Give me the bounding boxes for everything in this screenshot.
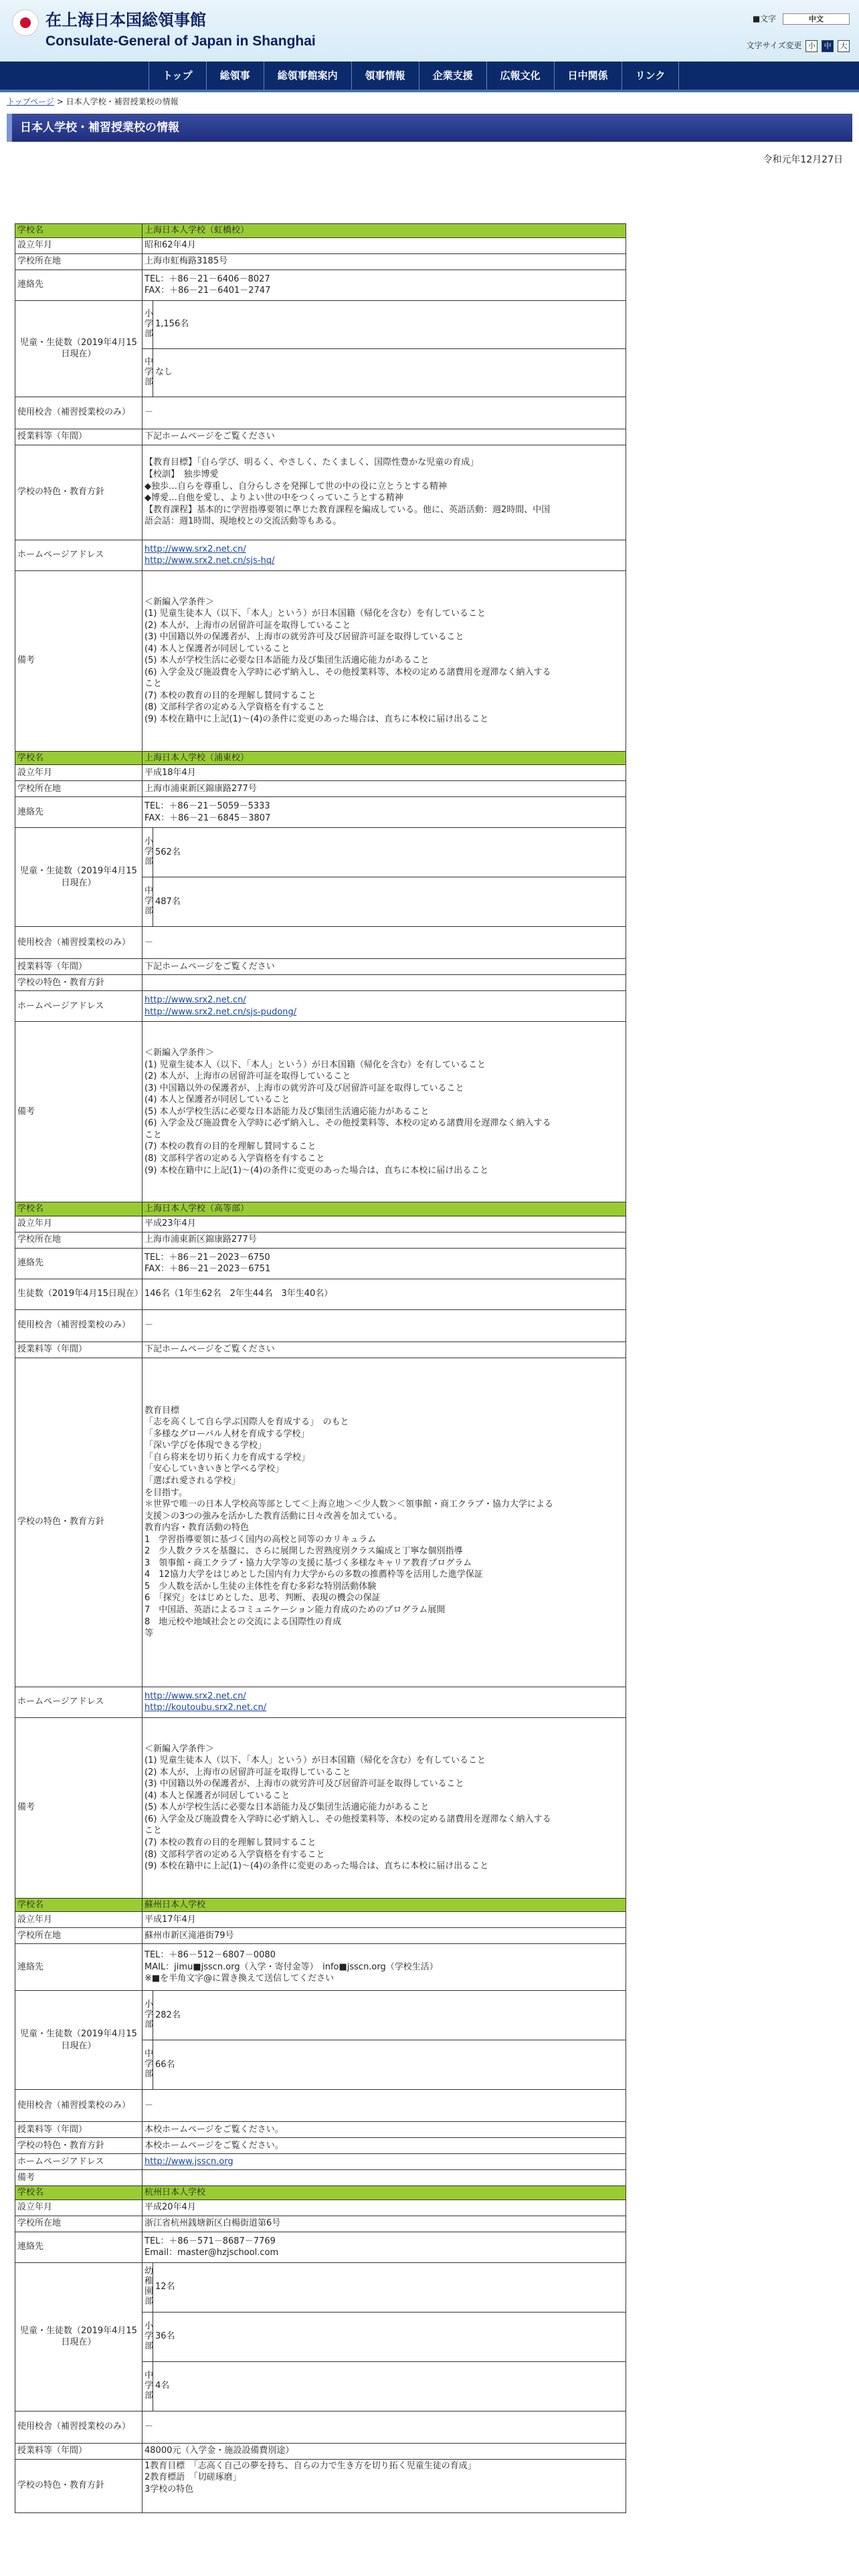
fees-value: 48000元（入学金・施設設備費別途） [142,2443,626,2459]
label-shared-building: 使用校舎（補習授業校のみ） [15,397,142,429]
student-count: 12名 [153,2262,626,2312]
student-count: 4名 [153,2361,626,2411]
label-address: 学校所在地 [15,1232,142,1248]
nav-top[interactable]: トップ [149,62,206,90]
site-title-en[interactable]: Consulate-General of Japan in Shanghai [45,33,316,49]
japan-flag-icon [12,9,39,36]
homepage-value [142,1687,626,1717]
level-label: 中学部 [142,877,153,927]
global-nav [0,62,859,92]
label-features: 学校の特色・教育方針 [15,2459,142,2512]
label-shared-building: 使用校舎（補習授業校のみ） [15,927,142,959]
contact-value: TEL：＋86－512－6807－0080 MAIL：jimu■jsscn.org（入学・寄付金等） info■jsscn.org（学校生活） ※■を半角文字@に置き換えて送信してください [142,1944,626,1991]
label-features: 学校の特色・教育方針 [15,1358,142,1687]
school-name: 杭州日本人学校 [142,2186,626,2200]
student-count: なし [153,348,626,397]
label-founded: 設立年月 [15,237,142,253]
label-features: 学校の特色・教育方針 [15,445,142,540]
label-contact: 連絡先 [15,797,142,828]
label-students: 児童・生徒数（2019年4月15日現在） [15,2262,142,2411]
remarks-value [142,2170,626,2186]
site-title-ja[interactable]: 在上海日本国総領事館 [45,10,206,29]
language-select[interactable]: 中文 [783,13,850,25]
label-fees: 授業料等（年間） [15,959,142,975]
label-homepage: ホームページアドレス [15,1687,142,1717]
remarks-value: ＜新編入学条件＞ (1) 児童生徒本人（以下、「本人」という）が日本国籍（帰化を含む）を有していること (2) 本人が、上海市の居留許可証を取得していること (3) 中国籍以外の保護者が、上海市の就労許可及び居留許可証を取得していること (4) 本人と保護者が同居していること (5) 本人が学校生活に必要な日本語能力及び集団生活適応能力があること (6) 入学金及び施設費を入学時に必ず納入し、その他授業料等、本校の定める諸費用を遅滞なく納入する こと (7) 本校の教育の目的を理解し賛同すること (8) 文部科学省の定める入学資格を有すること (9) 本校在籍中に上記(1)～(4)の条件に変更のあった場合は、直ちに本校に届け出ること [142,1022,626,1202]
school-name: 上海日本人学校（高等部） [142,1202,626,1216]
fees-value: 本校ホームページをご覧ください。 [142,2122,626,2138]
remarks-value: ＜新編入学条件＞ (1) 児童生徒本人（以下、「本人」という）が日本国籍（帰化を含む）を有していること (2) 本人が、上海市の居留許可証を取得していること (3) 中国籍以外の保護者が、上海市の就労許可及び居留許可証を取得していること (4) 本人と保護者が同居していること (5) 本人が学校生活に必要な日本語能力及び集団生活適応能力があること (6) 入学金及び施設費を入学時に必ず納入し、その他授業料等、本校の定める諸費用を遅滞なく納入する こと (7) 本校の教育の目的を理解し賛同すること (8) 文部科学省の定める入学資格を有すること (9) 本校在籍中に上記(1)～(4)の条件に変更のあった場合は、直ちに本校に届け出ること [142,570,626,751]
nav-consul-general[interactable]: 総領事 [206,62,264,90]
student-count: 487名 [153,877,626,927]
shared-value: － [142,397,626,429]
level-label: 小学部 [142,300,153,348]
label-school-name: 学校名 [15,751,142,765]
label-address: 学校所在地 [15,2216,142,2232]
label-remarks: 備考 [15,2170,142,2186]
shared-value: － [142,2411,626,2443]
homepage-link[interactable]: http://www.srx2.net.cn/ [145,1691,246,1701]
fees-value: 下記ホームページをご覧ください [142,1341,626,1358]
student-count: 562名 [153,828,626,877]
label-students: 児童・生徒数（2019年4月15日現在） [15,1991,142,2090]
founded-value: 昭和62年4月 [142,237,626,253]
school-info-table [15,223,626,2513]
label-address: 学校所在地 [15,1928,142,1944]
address-value: 上海市浦東新区錦康路277号 [142,781,626,797]
font-large-button[interactable]: 大 [838,40,850,52]
school-header-row [15,1202,626,1216]
nav-links[interactable]: リンク [622,62,680,90]
label-shared-building: 使用校舎（補習授業校のみ） [15,1309,142,1341]
label-homepage: ホームページアドレス [15,2154,142,2170]
label-remarks: 備考 [15,1022,142,1202]
label-features: 学校の特色・教育方針 [15,2138,142,2154]
features-value: 教育目標 「志を高くして自ら学ぶ国際人を育成する」 のもと 「多様なグローバル人材を育成する学校」 「深い学びを体現できる学校」 「自ら将来を切り拓く力を育成する学校」 「安心していきいきと学べる学校」 「選ばれ愛される学校」 を目指す。 ＊世界で唯一の日本人学校高等部として＜上海立地＞＜少人数＞＜領事館・商工クラブ・協力大学による 支援＞の3つの強みを活かした教育活動に日々改善を加えている。 教育内容・教育活動の特色 1 学習指導要領に基づく国内の高校と同等のカリキュラム 2 少人数クラスを基盤に、さらに展開した習熟度別クラス編成と丁寧な個別指導 3 領事館・商工クラブ・協力大学等の支援に基づく多様なキャリア教育プログラム 4 12協力大学をはじめとした国内有力大学からの多数の推薦枠等を活用した進学保証 5 少人数を活かし生徒の主体性を育む多彩な特別活動体験 6 「探究」をはじめとした、思考、判断、表現の機会の保証 7 中国語、英語によるコミュニケーション能力育成のためのプログラム展開 8 地元校や地域社会との交流による国際性の育成 等 [142,1358,626,1687]
label-address: 学校所在地 [15,253,142,270]
homepage-value [142,2154,626,2170]
level-label: 中学部 [142,2361,153,2411]
shared-value: － [142,1309,626,1341]
features-value: 【教育目標】「自ら学び、明るく、やさしく、たくましく、国際性豊かな児童の育成」 【校訓】 独歩博愛 ◆独歩…自らを尊重し、自分らしさを発揮して世の中の役に立とうとする精神 ◆博愛…自他を愛し、よりよい世の中をつくっていこうとする精神 【教育課程】基本的に学習指導要領に準じた教育課程を編成している。他に、英語活動：週2時間、中国 語会話：週1時間、現地校との交流活動等もある。 [142,445,626,540]
homepage-link[interactable]: http://www.srx2.net.cn/sjs-pudong/ [145,1006,297,1017]
label-school-name: 学校名 [15,1898,142,1912]
shared-value: － [142,2090,626,2122]
breadcrumb [0,92,859,110]
label-students: 児童・生徒数（2019年4月15日現在） [15,300,142,397]
font-mid-button[interactable]: 中 [822,40,834,52]
founded-value: 平成20年4月 [142,2199,626,2216]
language-label: ■文字 [752,14,777,23]
label-address: 学校所在地 [15,781,142,797]
student-count: 146名（1年生62名 2年生44名 3年生40名） [142,1279,626,1309]
label-fees: 授業料等（年間） [15,1341,142,1358]
school-header-row [15,224,626,238]
label-school-name: 学校名 [15,2186,142,2200]
founded-value: 平成18年4月 [142,765,626,781]
breadcrumb-current: 日本人学校・補習授業校の情報 [66,97,179,106]
label-remarks: 備考 [15,1717,142,1898]
label-students: 生徒数（2019年4月15日現在） [15,1279,142,1309]
school-header-row [15,751,626,765]
address-value: 蘇州市新区滝港街79号 [142,1928,626,1944]
label-founded: 設立年月 [15,1216,142,1232]
contact-value: TEL：＋86－21－5059－5333 FAX：＋86－21－6845－3807 [142,797,626,828]
features-value: 1教育目標 「志高く自己の夢を持ち、自らの力で生き方を切り拓く児童生徒の育成」 2教育標語 「切磋琢磨」 3学校の特色 [142,2459,626,2512]
founded-value: 平成17年4月 [142,1912,626,1928]
address-value: 上海市虹梅路3185号 [142,253,626,270]
school-name: 上海日本人学校（虹橋校） [142,224,626,238]
font-size-label: 文字サイズ変更 [746,41,802,50]
homepage-link[interactable]: http://www.srx2.net.cn/ [145,544,246,554]
label-contact: 連絡先 [15,270,142,300]
address-value: 上海市浦東新区錦康路277号 [142,1232,626,1248]
label-fees: 授業料等（年間） [15,429,142,445]
features-value [142,975,626,991]
nav-consular-info[interactable]: 領事情報 [351,62,419,90]
contact-value: TEL：＋86－571－8687－7769 Email：master@hzjschool.com [142,2232,626,2262]
student-count: 36名 [153,2312,626,2361]
school-name: 蘇州日本人学校 [142,1898,626,1912]
features-value: 本校ホームページをご覧ください。 [142,2138,626,2154]
shared-value: － [142,927,626,959]
header-tools [725,13,850,52]
label-school-name: 学校名 [15,1202,142,1216]
fees-value: 下記ホームページをご覧ください [142,429,626,445]
homepage-link[interactable]: http://koutoubu.srx2.net.cn/ [145,1703,267,1713]
school-header-row [15,1898,626,1912]
label-contact: 連絡先 [15,2232,142,2262]
label-homepage: ホームページアドレス [15,540,142,570]
level-label: 中学部 [142,348,153,397]
homepage-link[interactable]: http://www.srx2.net.cn/sjs-hq/ [145,556,275,566]
homepage-value [142,540,626,570]
page-title: 日本人学校・補習授業校の情報 [7,114,852,142]
main-content [0,175,859,2513]
remarks-value: ＜新編入学条件＞ (1) 児童生徒本人（以下、「本人」という）が日本国籍（帰化を含む）を有していること (2) 本人が、上海市の居留許可証を取得していること (3) 中国籍以外の保護者が、上海市の就労許可及び居留許可証を取得していること (4) 本人と保護者が同居していること (5) 本人が学校生活に必要な日本語能力及び集団生活適応能力があること (6) 入学金及び施設費を入学時に必ず納入し、その他授業料等、本校の定める諸費用を遅滞なく納入する こと (7) 本校の教育の目的を理解し賛同すること (8) 文部科学省の定める入学資格を有すること (9) 本校在籍中に上記(1)～(4)の条件に変更のあった場合は、直ちに本校に届け出ること [142,1717,626,1898]
nav-business-support[interactable]: 企業支援 [419,62,486,90]
label-founded: 設立年月 [15,765,142,781]
label-homepage: ホームページアドレス [15,991,142,1022]
homepage-link[interactable]: http://www.jsscn.org [145,2156,233,2167]
nav-japan-china[interactable]: 日中関係 [554,62,622,90]
label-contact: 連絡先 [15,1248,142,1279]
site-header [0,0,859,62]
homepage-value [142,991,626,1022]
level-label: 幼稚園部 [142,2262,153,2312]
level-label: 小学部 [142,828,153,877]
publish-date: 令和元年12月27日 [763,154,843,165]
label-contact: 連絡先 [15,1944,142,1991]
level-label: 小学部 [142,2312,153,2361]
label-shared-building: 使用校舎（補習授業校のみ） [15,2090,142,2122]
level-label: 小学部 [142,1991,153,2040]
school-name: 上海日本人学校（浦東校） [142,751,626,765]
label-shared-building: 使用校舎（補習授業校のみ） [15,2411,142,2443]
contact-value: TEL：＋86－21－2023－6750 FAX：＋86－21－2023－6751 [142,1248,626,1279]
breadcrumb-home[interactable]: トップページ [7,97,54,106]
founded-value: 平成23年4月 [142,1216,626,1232]
nav-consulate-info[interactable]: 総領事館案内 [264,62,351,90]
label-founded: 設立年月 [15,2199,142,2216]
label-features: 学校の特色・教育方針 [15,975,142,991]
student-count: 1,156名 [153,300,626,348]
label-fees: 授業料等（年間） [15,2122,142,2138]
label-school-name: 学校名 [15,224,142,238]
contact-value: TEL：＋86－21－6406－8027 FAX：＋86－21－6401－2747 [142,270,626,300]
breadcrumb-separator: > [54,97,66,106]
fees-value: 下記ホームページをご覧ください [142,959,626,975]
student-count: 282名 [153,1991,626,2040]
homepage-link[interactable]: http://www.srx2.net.cn/ [145,995,246,1006]
label-remarks: 備考 [15,570,142,751]
school-header-row [15,2186,626,2200]
label-students: 児童・生徒数（2019年4月15日現在） [15,828,142,927]
student-count: 66名 [153,2040,626,2090]
level-label: 中学部 [142,2040,153,2090]
label-founded: 設立年月 [15,1912,142,1928]
address-value: 浙江省杭州銭塘新区白楊街道第6号 [142,2216,626,2232]
nav-culture[interactable]: 広報文化 [486,62,554,90]
font-small-button[interactable]: 小 [805,40,818,52]
label-fees: 授業料等（年間） [15,2443,142,2459]
